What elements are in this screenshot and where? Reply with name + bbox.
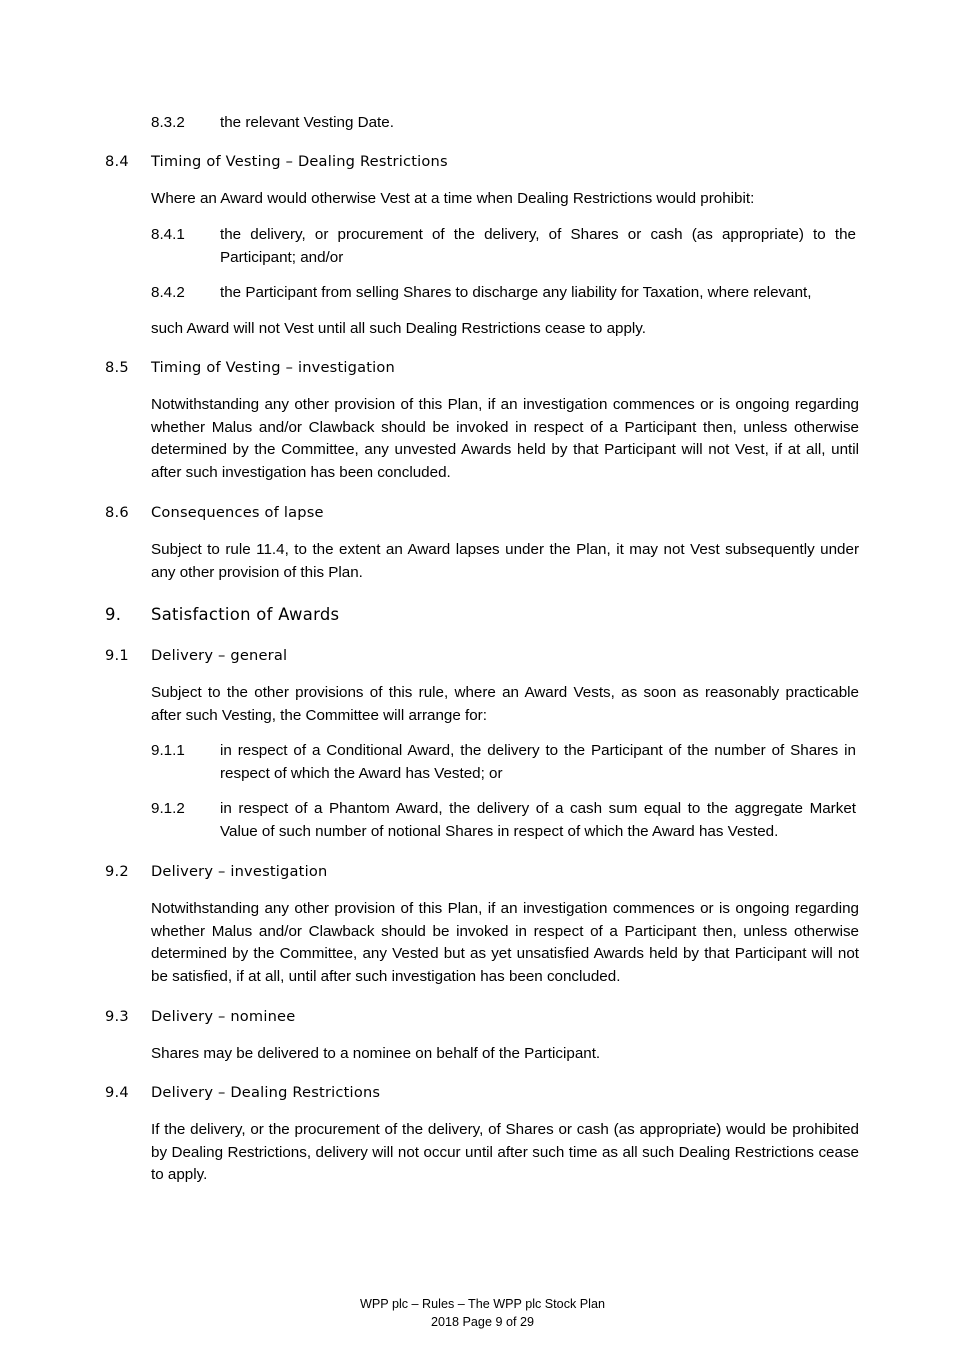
clause-number: 8.3.2 xyxy=(151,114,185,131)
paragraph: Shares may be delivered to a nominee on behalf of the Participant. xyxy=(151,1045,601,1062)
paragraph: Notwithstanding any other provision of this Plan, if an investigation commences or is ongoing regarding whether Malus and/or Clawback should be invoked in respect of a Participant then, unless otherwise determined by the Committee, any Vested but as yet unsatisfied Awards held by that Participant will not be satisfied, if at all, until after such investigation has been concluded. xyxy=(151,900,859,985)
heading-title: Timing of Vesting – Dealing Restrictions xyxy=(151,153,448,170)
footer-title: WPP plc – Rules – The WPP plc Stock Plan xyxy=(360,1297,605,1311)
clause-text: the relevant Vesting Date. xyxy=(220,114,394,131)
clause-number: 8.4.2 xyxy=(151,284,185,301)
heading-title: Delivery – Dealing Restrictions xyxy=(151,1084,381,1101)
paragraph: such Award will not Vest until all such Dealing Restrictions cease to apply. xyxy=(151,320,646,337)
footer-page-number: 2018 Page 9 of 29 xyxy=(431,1315,534,1329)
heading-number: 8.6 xyxy=(105,504,129,521)
paragraph: If the delivery, or the procurement of the delivery, of Shares or cash (as appropriate) would be prohibited by Dealing Restrictions, delivery will not occur until after such time as all such Dealing Restrictions cease to apply. xyxy=(151,1121,859,1183)
paragraph: Notwithstanding any other provision of this Plan, if an investigation commences or is ongoing regarding whether Malus and/or Clawback should be invoked in respect of a Participant then, unless otherwise determined by the Committee, any unvested Awards held by that Participant will not Vest, if at all, until after such investigation has been concluded. xyxy=(151,396,859,481)
clause-number: 9.1.2 xyxy=(151,800,185,817)
section-number: 9. xyxy=(105,605,122,624)
paragraph: Subject to rule 11.4, to the extent an Award lapses under the Plan, it may not Vest subsequently under any other provision of this Plan. xyxy=(151,541,859,581)
heading-title: Delivery – general xyxy=(151,647,288,664)
clause-text: the Participant from selling Shares to discharge any liability for Taxation, where relevant, xyxy=(220,284,812,301)
clause-text: in respect of a Conditional Award, the delivery to the Participant of the number of Shares in respect of which the Award has Vested; or xyxy=(220,742,856,782)
clause-text: the delivery, or procurement of the delivery, of Shares or cash (as appropriate) to the Participant; and/or xyxy=(220,226,856,266)
paragraph: Subject to the other provisions of this rule, where an Award Vests, as soon as reasonably practicable after such Vesting, the Committee will arrange for: xyxy=(151,684,859,724)
clause-number: 8.4.1 xyxy=(151,226,185,243)
heading-number: 9.4 xyxy=(105,1084,129,1101)
section-title: Satisfaction of Awards xyxy=(151,605,340,624)
clause-text: in respect of a Phantom Award, the delivery of a cash sum equal to the aggregate Market Value of such number of notional Shares in respect of which the Award has Vested. xyxy=(220,800,856,840)
heading-number: 8.5 xyxy=(105,359,129,376)
heading-number: 8.4 xyxy=(105,153,129,170)
heading-title: Delivery – nominee xyxy=(151,1008,296,1025)
heading-number: 9.1 xyxy=(105,647,129,664)
heading-title: Consequences of lapse xyxy=(151,504,324,521)
heading-title: Delivery – investigation xyxy=(151,863,328,880)
paragraph: Where an Award would otherwise Vest at a time when Dealing Restrictions would prohibit: xyxy=(151,190,755,207)
heading-number: 9.2 xyxy=(105,863,129,880)
heading-number: 9.3 xyxy=(105,1008,129,1025)
clause-number: 9.1.1 xyxy=(151,742,185,759)
heading-title: Timing of Vesting – investigation xyxy=(151,359,396,376)
